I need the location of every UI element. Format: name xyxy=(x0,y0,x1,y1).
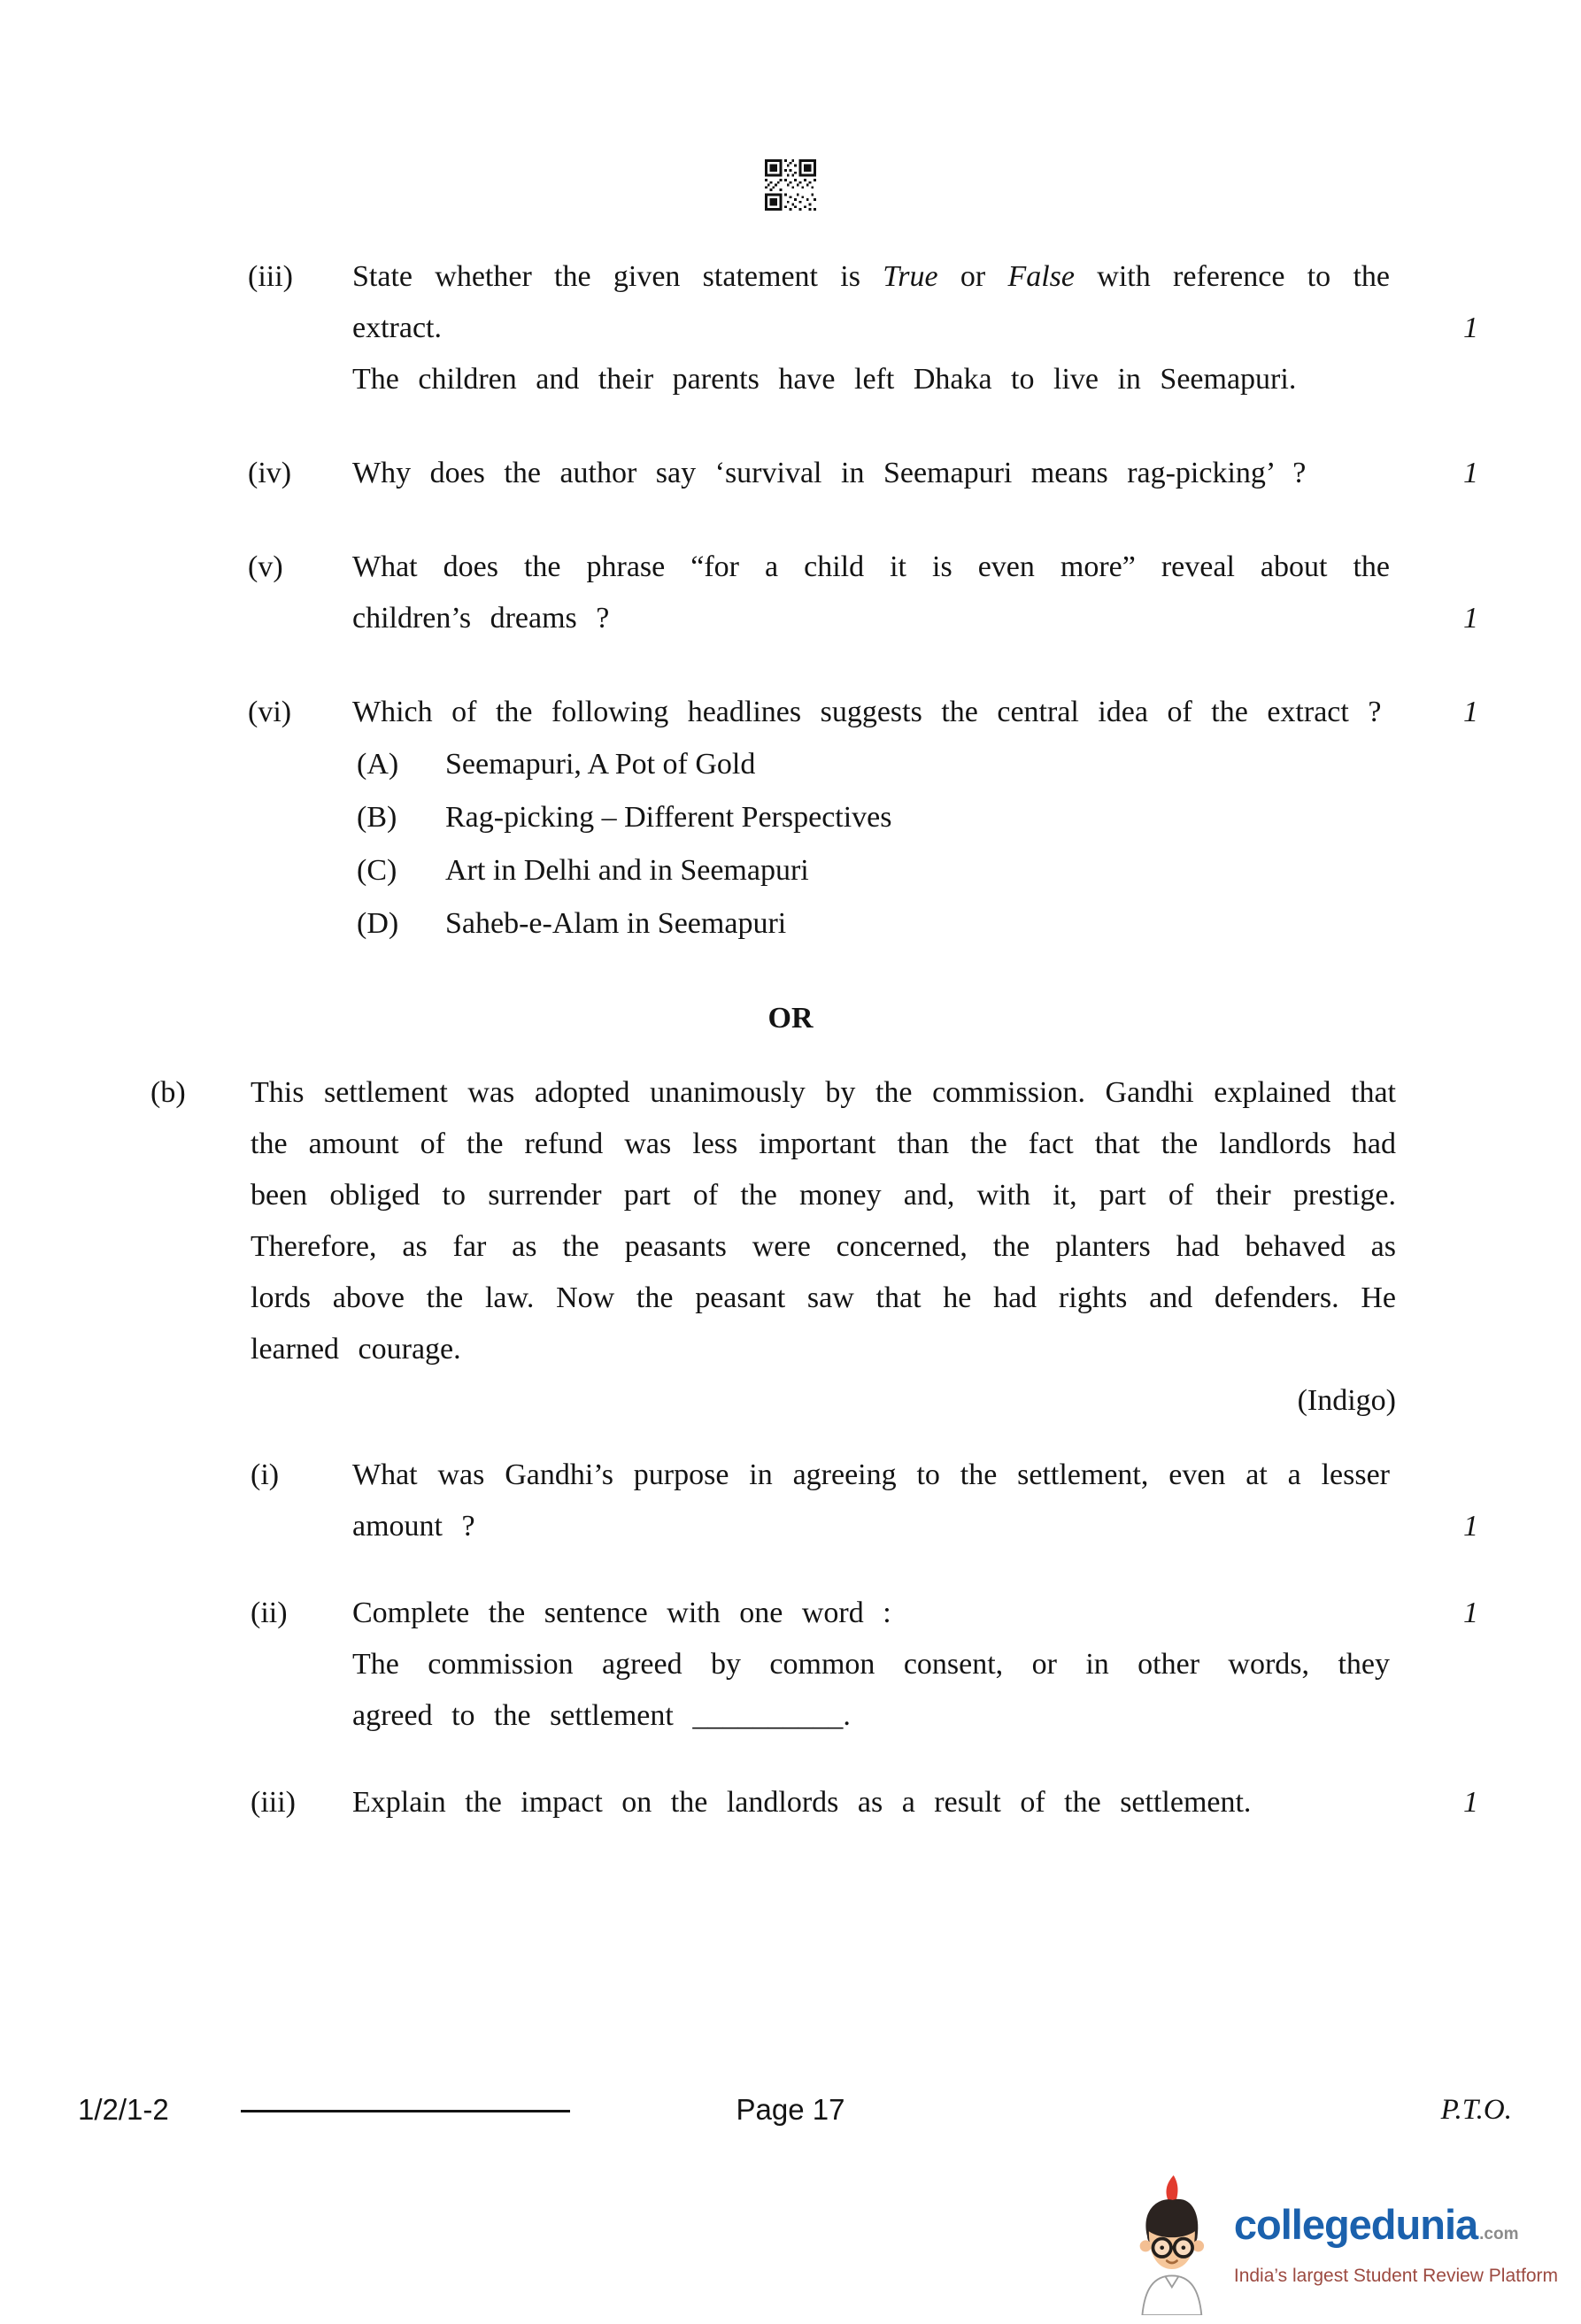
question-a-iii xyxy=(248,251,1505,405)
qr-code-graphic xyxy=(765,159,816,211)
question-body xyxy=(352,542,1505,644)
option-letter: (D) xyxy=(357,907,399,940)
option-a xyxy=(357,738,1505,791)
option-c xyxy=(357,844,1505,897)
option-text: Rag-picking – Different Perspectives xyxy=(445,801,892,834)
option-letter: (A) xyxy=(357,748,399,781)
option-letter: (C) xyxy=(357,854,397,887)
question-text: Which of the following headlines suggests the central idea of the extract ? xyxy=(352,696,1382,728)
question-body xyxy=(352,1777,1505,1828)
option-text: Art in Delhi and in Seemapuri xyxy=(445,854,809,887)
student-mascot-icon xyxy=(1121,2175,1220,2315)
marks-value: 1 xyxy=(1463,1597,1478,1629)
brand-name: collegedunia xyxy=(1233,2201,1478,2248)
option-b xyxy=(357,791,1505,844)
question-body xyxy=(352,1588,1505,1742)
question-number: (iv) xyxy=(248,457,292,489)
question-number: (i) xyxy=(251,1458,280,1491)
option-text: Saheb-e-Alam in Seemapuri xyxy=(445,907,787,940)
paper-code: 1/2/1-2 xyxy=(78,2093,169,2126)
question-body xyxy=(352,1450,1505,1552)
question-a-vi xyxy=(248,687,1505,950)
marks-value: 1 xyxy=(1463,1510,1478,1543)
statement-text: The children and their parents have left Dhaka to live in Seemapuri. xyxy=(352,363,1297,396)
question-body xyxy=(352,687,1505,950)
question-a-v xyxy=(248,542,1505,644)
question-b-ii xyxy=(251,1588,1505,1742)
page-number: Page 17 xyxy=(736,2093,845,2126)
or-separator: OR xyxy=(767,1002,814,1035)
question-number: (ii) xyxy=(251,1597,288,1629)
question-b-iii xyxy=(251,1777,1505,1828)
qr-code xyxy=(765,159,816,211)
option-letter: (B) xyxy=(357,801,397,834)
marks-value: 1 xyxy=(1463,1786,1478,1819)
brand-tld: .com xyxy=(1479,2225,1519,2243)
question-text: What does the phrase “for a child it is even more” reveal about the children’s dreams ? xyxy=(352,550,1390,635)
question-a-iv xyxy=(248,448,1505,499)
question-text: State whether the given statement is True or False with reference to the extract. xyxy=(352,260,1390,344)
question-text: Why does the author say ‘survival in Seemapuri means rag-picking’ ? xyxy=(352,457,1307,489)
question-text: What was Gandhi’s purpose in agreeing to the settlement, even at a lesser amount ? xyxy=(352,1458,1390,1543)
marks-value: 1 xyxy=(1463,457,1478,489)
extract-passage: This settlement was adopted unanimously by the commission. Gandhi explained that the amount of the refund was less important than the fact that the landlords had been obliged to surrender part of the money and, with it, part of their prestige. Therefore, as far as the peasants were concerned, the planters had behaved as lords above the law. Now the peasant saw that he had rights and defenders. He learned courage. xyxy=(251,1076,1396,1366)
question-number: (vi) xyxy=(248,696,292,728)
logo-text-block xyxy=(1234,2203,1558,2288)
passage-source: (Indigo) xyxy=(1297,1384,1396,1417)
marks-value: 1 xyxy=(1463,602,1478,635)
marks-value: 1 xyxy=(1463,312,1478,344)
pto-label: P.T.O. xyxy=(1440,2094,1512,2126)
section-b-body xyxy=(251,1067,1505,1864)
question-number: (v) xyxy=(248,550,283,583)
option-text: Seemapuri, A Pot of Gold xyxy=(445,748,756,781)
option-d xyxy=(357,897,1505,950)
page-footer xyxy=(0,2089,1581,2135)
marks-value: 1 xyxy=(1463,696,1478,728)
question-b-i xyxy=(251,1450,1505,1552)
brand-tagline: India’s largest Student Review Platform xyxy=(1233,2266,1558,2286)
section-b xyxy=(150,1067,1505,1864)
question-text: Explain the impact on the landlords as a result of the settlement. xyxy=(352,1786,1252,1819)
question-text: Complete the sentence with one word : xyxy=(352,1597,891,1629)
fill-in-sentence: The commission agreed by common consent, or in other words, they agreed to the settlement __________. xyxy=(352,1648,1390,1732)
section-b-questions xyxy=(251,1450,1505,1828)
question-body xyxy=(352,251,1505,405)
mcq-options xyxy=(352,738,1505,950)
section-a-questions xyxy=(248,251,1505,950)
question-number: (iii) xyxy=(251,1786,296,1819)
question-body xyxy=(352,448,1505,499)
collegedunia-logo xyxy=(1121,2175,1558,2315)
question-number: (iii) xyxy=(248,260,293,293)
part-label: (b) xyxy=(150,1076,186,1109)
mascot-graphic xyxy=(1121,2175,1220,2315)
